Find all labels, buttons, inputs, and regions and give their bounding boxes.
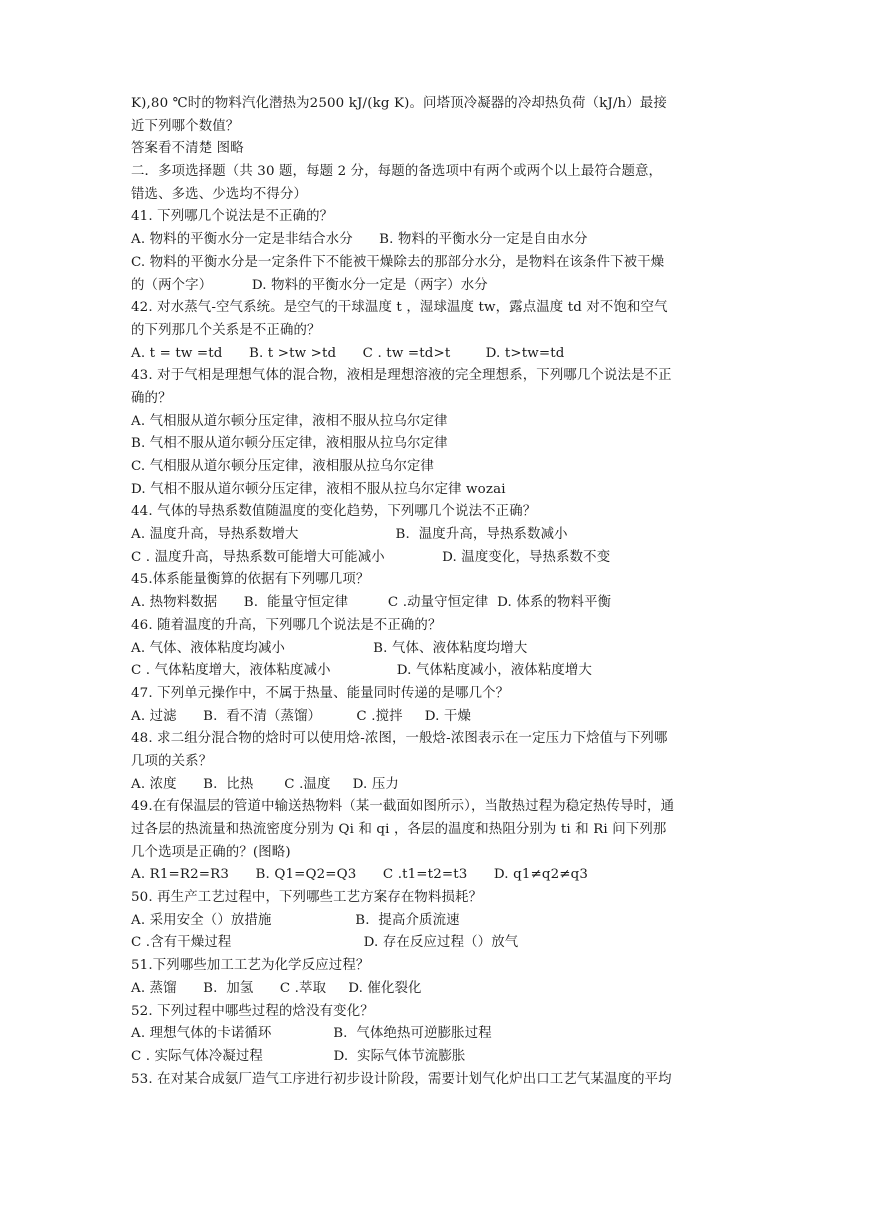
question-52: 52. 下列过程中哪些过程的焓没有变化？ <box>131 1003 374 1019</box>
text-line: 错选、多选、少选均不得分） <box>131 186 308 202</box>
text-line: 近下列哪个数值？ <box>131 118 240 134</box>
question-41: 41. 下列哪几个说法是不正确的？ <box>131 209 334 225</box>
options-line: C . 实际气体冷凝过程 D. 实际气体节流膨胀 <box>131 1048 466 1064</box>
document-page <box>131 93 743 1091</box>
text-line: 几项的关系？ <box>131 753 213 769</box>
options-line: A. 温度升高，导热系数增大 B. 温度升高，导热系数减小 <box>131 527 568 543</box>
options-line: C .含有干燥过程 D. 存在反应过程（）放气 <box>131 935 519 951</box>
text-line: 确的？ <box>131 390 172 406</box>
options-line: A. 气体、液体粘度均减小 B. 气体、液体粘度均增大 <box>131 640 528 656</box>
question-42: 42. 对水蒸气-空气系统。是空气的干球温度 t ，湿球温度 tw，露点温度 td 对不饱和空气 <box>131 300 668 316</box>
options-line: A. 热物料数据 B. 能量守恒定律 C .动量守恒定律 D. 体系的物料平衡 <box>131 595 612 611</box>
option-b: B. 气相不服从道尔顿分压定律，液相服从拉乌尔定律 <box>131 436 448 452</box>
question-49: 49.在有保温层的管道中输送热物料（某一截面如图所示），当散热过程为稳定热传导时，通 <box>131 799 675 815</box>
options-line: 的（两个字） D. 物料的平衡水分一定是（两字）水分 <box>131 277 488 293</box>
question-45: 45.体系能量衡算的依据有下列哪几项？ <box>131 572 370 588</box>
question-48: 48. 求二组分混合物的焓时可以使用焓-浓图，一般焓-浓图表示在一定压力下焓值与下列哪 <box>131 731 668 747</box>
options-line: A. 过滤 B. 看不清（蒸馏） C .搅拌 D. 干燥 <box>131 708 472 724</box>
question-46: 46. 随着温度的升高，下列哪几个说法是不正确的？ <box>131 617 442 633</box>
question-51: 51.下列哪些加工工艺为化学反应过程？ <box>131 958 370 974</box>
options-line: A. 蒸馏 B. 加氢 C .萃取 D. 催化裂化 <box>131 980 422 996</box>
option-a: A. 气相服从道尔顿分压定律，液相不服从拉乌尔定律 <box>131 413 448 429</box>
text-line: 过各层的热流量和热流密度分别为 Qi 和 qi ，各层的温度和热阻分别为 ti 和 Ri 问下列那 <box>131 822 667 837</box>
options-line: A. 物料的平衡水分一定是非结合水分 B. 物料的平衡水分一定是自由水分 <box>131 232 588 248</box>
question-50: 50. 再生产工艺过程中，下列哪些工艺方案存在物料损耗？ <box>131 890 483 906</box>
question-47: 47. 下列单元操作中，不属于热量、能量同时传递的是哪几个？ <box>131 685 510 701</box>
options-line: A. 采用安全（）放措施 B. 提高介质流速 <box>131 912 460 928</box>
text-line: K),80 ℃时的物料汽化潜热为2500 kJ/(kg K)。问塔顶冷凝器的冷却热负荷（kJ/h）最接 <box>131 96 667 111</box>
question-43: 43. 对于气相是理想气体的混合物，液相是理想溶液的完全理想系，下列哪几个说法是不正 <box>131 368 672 384</box>
text-line: 答案看不清楚 图略 <box>131 141 244 157</box>
options-line: C . 气体粘度增大，液体粘度减小 D. 气体粘度减小，液体粘度增大 <box>131 663 592 679</box>
section-heading: 二．多项选择题（共 30 题，每题 2 分，每题的备选项中有两个或两个以上最符合题意， <box>131 164 663 180</box>
question-44: 44. 气体的导热系数值随温度的变化趋势，下列哪几个说法不正确？ <box>131 504 537 520</box>
text-line: 的下列那几个关系是不正确的？ <box>131 322 321 338</box>
text-line: 几个选项是正确的？(图略) <box>131 844 291 860</box>
options-line: C . 温度升高，导热系数可能增大可能减小 D. 温度变化，导热系数不变 <box>131 549 611 565</box>
option-c: C. 气相服从道尔顿分压定律，液相服从拉乌尔定律 <box>131 459 435 474</box>
options-line: A. 理想气体的卡诺循环 B. 气体绝热可逆膨胀过程 <box>131 1026 492 1042</box>
options-line: A. 浓度 B. 比热 C .温度 D. 压力 <box>131 776 399 792</box>
options-line: A. t = tw =td B. t >tw >td C . tw =td>t D. t>tw=td <box>131 345 565 361</box>
option-d: D. 气相不服从道尔顿分压定律，液相不服从拉乌尔定律 wozai <box>131 481 506 497</box>
options-line: A. R1=R2=R3 B. Q1=Q2=Q3 C .t1=t2=t3 D. q1≠q2≠q3 <box>131 867 589 883</box>
question-53: 53. 在对某合成氨厂造气工序进行初步设计阶段，需要计划气化炉出口工艺气某温度的平均 <box>131 1071 672 1087</box>
options-line: C. 物料的平衡水分是一定条件下不能被干燥除去的那部分水分，是物料在该条件下被干燥 <box>131 254 665 270</box>
